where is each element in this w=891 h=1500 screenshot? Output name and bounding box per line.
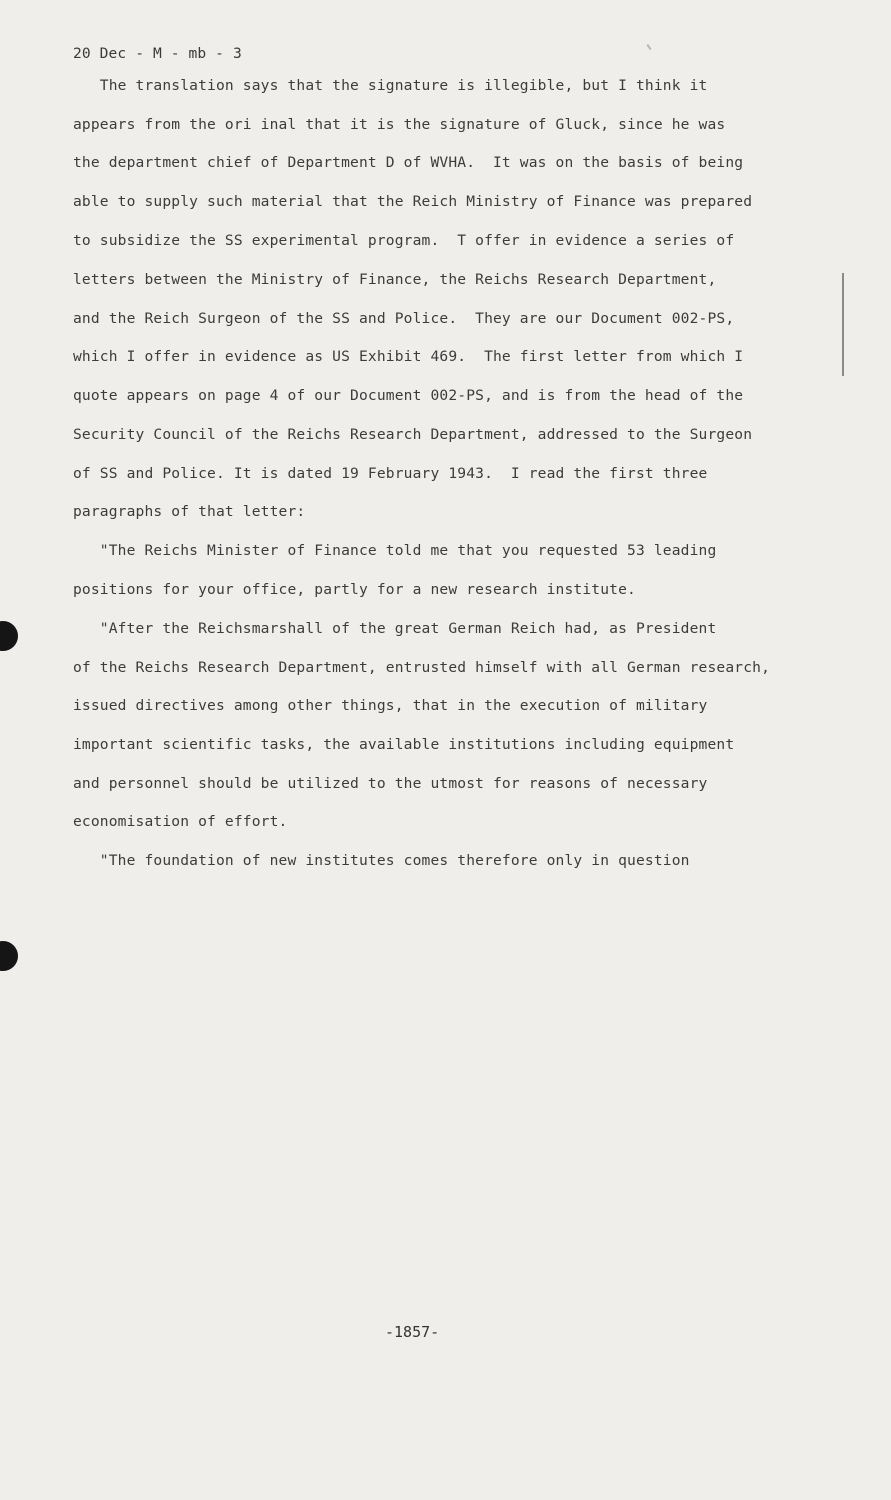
page-number: -1857- <box>385 1323 440 1341</box>
margin-mark <box>842 273 844 376</box>
text-line: able to supply such material that the Reich Ministry of Finance was prepared <box>73 193 753 210</box>
text-line: paragraphs of that letter: <box>73 503 306 520</box>
punch-hole-top <box>0 621 18 651</box>
text-line: the department chief of Department D of WVHA. It was on the basis of being <box>73 154 744 171</box>
text-line: issued directives among other things, that in the execution of military <box>73 697 708 714</box>
text-line: to subsidize the SS experimental program. T offer in evidence a series of <box>73 232 735 249</box>
text-line: of SS and Police. It is dated 19 February 1943. I read the first three <box>73 465 708 482</box>
punch-hole-bottom <box>0 941 18 971</box>
text-line: The translation says that the signature is illegible, but I think it <box>73 77 708 94</box>
text-line: "The foundation of new institutes comes therefore only in question <box>73 852 690 869</box>
text-line: letters between the Ministry of Finance, the Reichs Research Department, <box>73 271 717 288</box>
text-line: "After the Reichsmarshall of the great German Reich had, as President <box>73 620 717 637</box>
text-line: of the Reichs Research Department, entrusted himself with all German research, <box>73 659 771 676</box>
text-line: and the Reich Surgeon of the SS and Police. They are our Document 002-PS, <box>73 310 735 327</box>
text-line: positions for your office, partly for a new research institute. <box>73 581 636 598</box>
page-header: 20 Dec - M - mb - 3 <box>73 45 242 62</box>
text-line: appears from the ori inal that it is the signature of Gluck, since he was <box>73 116 726 133</box>
text-line: economisation of effort. <box>73 813 288 830</box>
speck-mark <box>646 44 651 50</box>
text-line: which I offer in evidence as US Exhibit 469. The first letter from which I <box>73 348 744 365</box>
text-line: important scientific tasks, the available institutions including equipment <box>73 736 735 753</box>
text-line: "The Reichs Minister of Finance told me that you requested 53 leading <box>73 542 717 559</box>
text-line: Security Council of the Reichs Research Department, addressed to the Surgeon <box>73 426 753 443</box>
text-line: and personnel should be utilized to the utmost for reasons of necessary <box>73 775 708 792</box>
text-line: quote appears on page 4 of our Document 002-PS, and is from the head of the <box>73 387 744 404</box>
